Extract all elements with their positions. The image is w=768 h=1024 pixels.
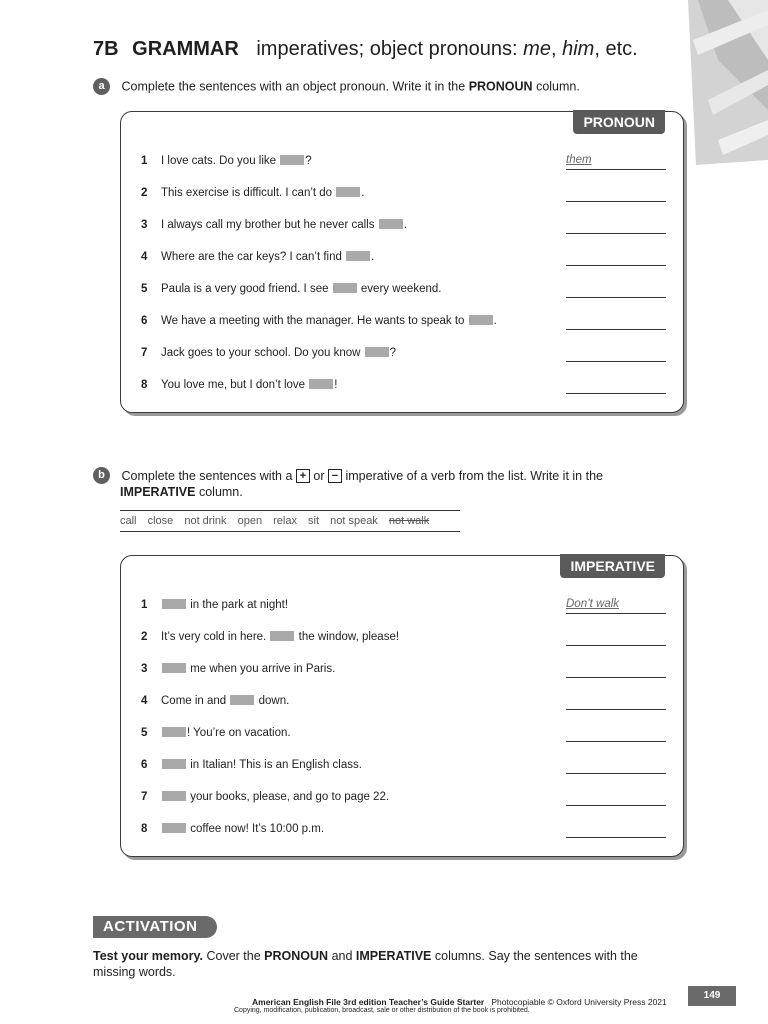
section-b-badge: b [93,467,110,484]
item-sentence [161,695,289,707]
sentence-after-gap: every weekend. [360,283,442,295]
exercise-item [141,788,666,808]
answer-gap [365,347,389,357]
lesson-kind: GRAMMAR [132,38,239,60]
sentence-after-gap: . [361,187,365,199]
answer-gap [309,379,333,389]
sentence-after-gap: your books, please, and go to page 22. [190,791,390,803]
sentence-after-gap: . [403,219,407,231]
sentence-after-gap: in Italian! This is an English class. [190,759,362,771]
item-sentence [161,283,441,295]
item-sentence [161,823,324,835]
sentence-before-gap: Come in and [161,695,227,707]
section-a-text: Complete the sentences with an object pronoun. Write it in the [121,79,466,94]
topic-me: me [523,38,551,60]
sentence-after-gap: . [371,251,375,263]
imperative-column-tab: IMPERATIVE [560,554,665,578]
section-a-badge: a [93,78,110,95]
answer-line[interactable] [566,248,666,266]
item-sentence [161,599,288,611]
corner-decoration [688,0,768,170]
answer-line[interactable] [566,756,666,774]
exercise-item [141,596,666,616]
item-sentence [161,219,407,231]
sentence-before-gap: Where are the car keys? I can’t find [161,251,342,263]
lesson-code: 7B [93,38,119,60]
topic-suffix: , etc. [594,38,638,60]
activation-text-3: columns. Say the sentences with the missing words. [93,949,638,979]
answer-line[interactable] [566,628,666,646]
sentence-after-gap: ? [305,155,312,167]
sentence-before-gap: This exercise is difficult. I can’t do [161,187,333,199]
item-sentence [161,727,291,739]
item-number: 7 [141,791,148,803]
answer-line[interactable] [566,184,666,202]
exercise-item [141,692,666,712]
section-a-suffix: column. [536,79,580,94]
exercise-item [141,344,666,364]
answer-line[interactable] [566,788,666,806]
sentence-after-gap: down. [258,695,290,707]
item-number: 3 [141,219,148,231]
sentence-after-gap: ? [389,347,397,359]
item-number: 6 [141,315,148,327]
sentence-after-gap: coffee now! It’s 10:00 p.m. [190,823,325,835]
section-b-suffix: column. [198,485,243,500]
sentence-after-gap: the window, please! [298,631,400,643]
answer-line[interactable] [566,660,666,678]
item-sentence [161,631,399,643]
item-number: 4 [141,695,148,707]
answer-gap [379,219,403,229]
answer-gap [162,791,186,801]
item-sentence [161,379,337,391]
activation-text-2: and [331,949,353,963]
sentence-before-gap: It’s very cold in here. [161,631,267,643]
page-title [93,38,638,61]
item-number: 2 [141,187,148,199]
answer-gap [162,663,186,673]
or-word: or [313,468,325,483]
activation-instruction [93,948,653,980]
exercise-item [141,660,666,680]
footer-notice: Copying, modification, publication, broadcast, sale or other distribution of the book is prohibited. [234,1007,530,1014]
topic-comma: , [550,38,557,60]
answer-gap [469,315,493,325]
answer-line[interactable] [566,724,666,742]
answer-gap [162,759,186,769]
topic-prefix: imperatives; object pronouns: [256,38,518,60]
answer-line[interactable] [566,820,666,838]
item-sentence [161,155,312,167]
item-number: 7 [141,347,148,359]
sentence-after-gap: ! [334,379,338,391]
answer-gap [333,283,357,293]
item-number: 1 [141,155,148,167]
pronoun-column-tab: PRONOUN [573,110,665,134]
sentence-before-gap: I always call my brother but he never calls [161,219,375,231]
activation-lead: Test your memory. [93,949,203,963]
item-number: 8 [141,379,148,391]
item-sentence [161,187,365,199]
item-sentence [161,759,362,771]
answer-gap [270,631,294,641]
imperative-exercise-panel [120,555,684,857]
sentence-before-gap: We have a meeting with the manager. He wants to speak to [161,315,465,327]
footer-copyright: Photocopiable © Oxford University Press 2021 [491,997,667,1007]
exercise-item [141,216,666,236]
item-number: 4 [141,251,148,263]
sentence-before-gap: Jack goes to your school. Do you know [161,347,361,359]
answer-gap [162,727,186,737]
exercise-item [141,312,666,332]
section-b-text: Complete the sentences with a [121,468,293,483]
answer-gap [162,823,186,833]
item-number: 1 [141,599,148,611]
section-a-instruction [93,78,580,95]
answer-line[interactable]: them [566,152,666,170]
word-list-item: sit [308,515,320,527]
exercise-item [141,248,666,268]
answer-gap [346,251,370,261]
activation-text-1: Cover the [206,949,261,963]
sentence-before-gap: Paula is a very good friend. I see [161,283,329,295]
footer-book: American English File 3rd edition Teacher’s Guide Starter [252,997,485,1007]
exercise-item [141,820,666,840]
answer-gap [162,599,186,609]
exercise-item [141,724,666,744]
answer-line[interactable]: Don’t walk [566,596,666,614]
page-number: 149 [688,986,736,1006]
exercise-item [141,376,666,396]
section-a-keyword: PRONOUN [468,79,533,94]
activation-keyword-1: PRONOUN [264,949,329,963]
item-sentence [161,347,396,359]
exercise-item [141,756,666,776]
sentence-before-gap: You love me, but I don’t love [161,379,306,391]
topic-him: him [562,38,595,60]
exercise-item [141,628,666,648]
item-number: 5 [141,727,148,739]
verb-word-list [120,510,460,532]
word-list-item-struck: not walk [388,515,430,527]
footer-credit [252,997,667,1007]
exercise-item [141,152,666,172]
sentence-after-gap: . [493,315,497,327]
item-sentence [161,315,497,327]
item-sentence [161,251,374,263]
answer-gap [280,155,304,165]
item-number: 8 [141,823,148,835]
answer-line[interactable] [566,312,666,330]
word-list-item: not speak [330,515,378,527]
answer-line[interactable] [566,344,666,362]
sentence-after-gap: in the park at night! [190,599,289,611]
sentence-after-gap: me when you arrive in Paris. [190,663,336,675]
item-number: 5 [141,283,148,295]
answer-gap [336,187,360,197]
sentence-before-gap: I love cats. Do you like [161,155,277,167]
section-b-middle: imperative of a verb from the list. Write it in the [345,468,603,483]
section-b-instruction [93,467,653,500]
word-list-item: open [237,515,263,527]
activation-keyword-2: IMPERATIVE [355,949,432,963]
activation-label: ACTIVATION [93,916,217,938]
item-sentence [161,663,335,675]
sentence-after-gap: ! You’re on vacation. [187,727,291,739]
section-b-keyword: IMPERATIVE [120,485,196,500]
item-number: 3 [141,663,148,675]
answer-line[interactable] [566,216,666,234]
answer-line[interactable] [566,280,666,298]
answer-line[interactable] [566,376,666,394]
item-number: 2 [141,631,148,643]
answer-gap [230,695,254,705]
minus-sign-box: − [328,469,342,483]
word-list-item: call [120,515,137,527]
exercise-item [141,184,666,204]
item-sentence [161,791,389,803]
exercise-item [141,280,666,300]
answer-line[interactable] [566,692,666,710]
word-list-item: relax [273,515,297,527]
plus-sign-box: + [296,469,310,483]
word-list-item: close [147,515,174,527]
item-number: 6 [141,759,148,771]
word-list-item: not drink [184,515,227,527]
pronoun-exercise-panel [120,111,684,413]
